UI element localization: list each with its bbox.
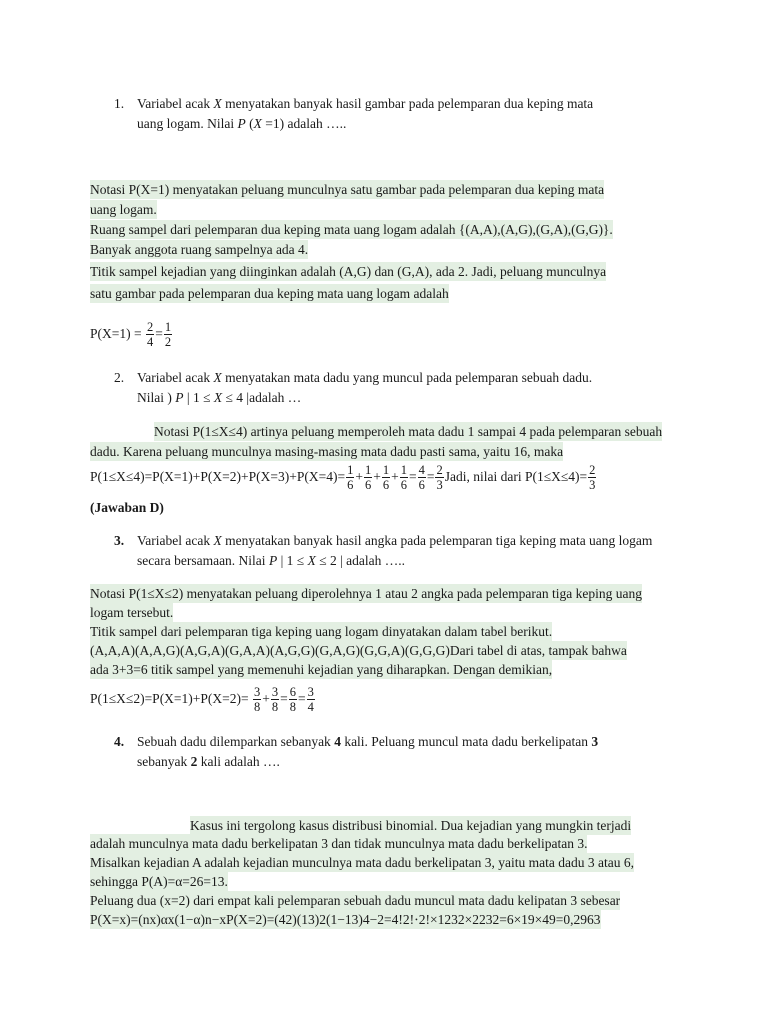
text-segment: menyatakan banyak hasil angka pada pelemparan tiga keping mata uang logam: [221, 533, 653, 548]
fraction: [400, 463, 408, 492]
answer-2-line-2: dadu. Karena peluang munculnya masing-masing mata dadu pasti sama, yaitu 16, maka: [90, 444, 564, 459]
text-segment: =1) adalah …..: [261, 116, 347, 131]
text-segment: kali. Peluang muncul mata dadu berkelipatan: [340, 734, 592, 749]
numerator: 1: [164, 320, 172, 335]
answer-4-line-1: Kasus ini tergolong kasus distribusi binomial. Dua kejadian yang mungkin terjadi: [190, 818, 632, 833]
text-segment: menyatakan mata dadu yang muncul pada pelemparan sebuah dadu.: [221, 370, 593, 385]
text-segment: ≤ 2 | adalah …..: [315, 553, 406, 568]
text-segment: (: [245, 116, 254, 131]
answer-2-final: (Jawaban D): [90, 500, 164, 515]
answer-1-line-1: Notasi P(X=1) menyatakan peluang munculnya satu gambar pada pelemparan dua keping mata: [90, 182, 605, 197]
text-segment: menyatakan banyak hasil gambar pada pelemparan dua keping mata: [221, 96, 594, 111]
text-segment: X: [307, 553, 316, 568]
answer-4-line-6: P(X=x)=(nx)αx(1−α)n−xP(X=2)=(42)(13)2(1−13)4−2=4!2!⋅2!×1232×2232=6×19×49=0,2963: [90, 912, 601, 927]
numerator: 6: [289, 685, 297, 700]
denominator: 3: [436, 478, 443, 493]
text-segment: 4: [334, 734, 341, 749]
answer-3-line-3: Titik sampel dari pelemparan tiga keping uang logam dinyatakan dalam tabel berikut.: [90, 624, 553, 639]
denominator: 4: [146, 335, 154, 350]
answer-3-line-5: ada 3+3=6 titik sampel yang memenuhi kejadian yang diharapkan. Dengan demikian,: [90, 662, 553, 677]
denominator: 6: [400, 478, 407, 493]
denominator: 8: [271, 700, 279, 715]
question-2-line-1: [137, 368, 592, 387]
text-segment: X: [213, 370, 222, 385]
fraction: [146, 320, 154, 349]
answer-1-formula: [90, 317, 173, 351]
question-4-number: 4.: [114, 734, 125, 749]
text-segment: +: [355, 469, 363, 484]
fraction: [346, 463, 354, 492]
text-segment: 3: [591, 734, 599, 749]
answer-3-formula: [90, 682, 316, 716]
numerator: 3: [254, 685, 261, 700]
denominator: 8: [289, 700, 297, 715]
answer-4-line-2: adalah munculnya mata dadu berkelipatan 3 dan tidak munculnya mata dadu berkelipatan 3.: [90, 836, 588, 851]
numerator: 3: [271, 685, 279, 700]
denominator: 3: [589, 478, 596, 493]
answer-4-line-3: Misalkan kejadian A adalah kejadian munculnya mata dadu berkelipatan 3, yaitu mata dadu 3 atau 6,: [90, 855, 634, 870]
answer-1-line-4: Banyak anggota ruang sampelnya ada 4.: [90, 242, 309, 257]
text-segment: uang logam. Nilai: [137, 116, 238, 131]
answer-2-formula: [90, 460, 597, 494]
text-segment: P: [237, 116, 246, 131]
text-segment: sebanyak: [137, 754, 191, 769]
text-segment: P: [175, 390, 184, 405]
text-segment: | 1 ≤: [183, 390, 214, 405]
fraction: [289, 685, 297, 714]
text-segment: =: [426, 469, 435, 484]
text-segment: Variabel acak: [137, 370, 214, 385]
numerator: 1: [364, 463, 372, 478]
answer-1-line-3: Ruang sampel dari pelemparan dua keping mata uang logam adalah {(A,A),(A,G),(G,A),(G,G)}.: [90, 222, 613, 237]
numerator: 2: [146, 320, 154, 335]
question-4-line-1: [137, 732, 598, 751]
answer-2-line-1: Notasi P(1≤X≤4) artinya peluang memperoleh mata dadu 1 sampai 4 pada pelemparan sebuah: [154, 424, 663, 439]
text-segment: Variabel acak: [137, 533, 214, 548]
text-segment: =: [408, 469, 417, 484]
fraction: [435, 463, 443, 492]
answer-1-line-6: satu gambar pada pelemparan dua keping mata uang logam adalah: [90, 286, 449, 301]
text-segment: kali adalah ….: [197, 754, 280, 769]
question-3-line-1: [137, 531, 652, 550]
question-1-line-2: [137, 114, 346, 133]
answer-3-line-1: Notasi P(1≤X≤2) menyatakan peluang diperolehnya 1 atau 2 angka pada pelemparan tiga keping uang: [90, 586, 643, 601]
answer-4-line-4: sehingga P(A)=α=26=13.: [90, 874, 228, 889]
fraction: [364, 463, 372, 492]
fraction: [418, 463, 426, 492]
question-4-line-2: [137, 752, 280, 771]
text-segment: =: [298, 691, 306, 706]
denominator: 6: [382, 478, 390, 493]
numerator: 3: [307, 685, 314, 700]
text-segment: X: [213, 96, 222, 111]
fraction: [253, 685, 261, 714]
question-3-line-2: [137, 551, 405, 570]
denominator: 6: [364, 478, 372, 493]
answer-1-line-5: Titik sampel kejadian yang diinginkan adalah (A,G) dan (G,A), ada 2. Jadi, peluang munculnya: [90, 264, 607, 279]
text-segment: +: [391, 469, 399, 484]
text-segment: X: [213, 390, 223, 405]
denominator: 8: [254, 700, 261, 715]
denominator: 4: [307, 700, 314, 715]
question-2-number: 2.: [114, 370, 125, 385]
fraction: [271, 685, 279, 714]
text-segment: =: [155, 326, 163, 341]
numerator: 2: [436, 463, 443, 478]
denominator: 6: [418, 478, 425, 493]
text-segment: +: [262, 691, 270, 706]
text-segment: X: [253, 116, 262, 131]
fraction: [588, 463, 596, 492]
text-segment: secara bersamaan. Nilai: [137, 553, 269, 568]
text-segment: P: [268, 553, 278, 568]
text-segment: | 1 ≤: [277, 553, 308, 568]
answer-4-line-5: Peluang dua (x=2) dari empat kali pelemparan sebuah dadu muncul mata dadu kelipatan 3 sebesar: [90, 893, 621, 908]
text-segment: P(1≤X≤2)=P(X=1)+P(X=2)=: [90, 691, 253, 706]
text-segment: P(X=1) =: [90, 326, 145, 341]
fraction: [382, 463, 390, 492]
text-segment: Sebuah dadu dilemparkan sebanyak: [137, 734, 335, 749]
text-segment: =: [280, 691, 288, 706]
numerator: 2: [589, 463, 596, 478]
text-segment: Variabel acak: [137, 96, 214, 111]
text-segment: +: [373, 469, 381, 484]
text-segment: Nilai ): [137, 390, 176, 405]
answer-3-line-2: logam tersebut.: [90, 605, 174, 620]
numerator: 1: [400, 463, 407, 478]
answer-3-line-4: (A,A,A)(A,A,G)(A,G,A)(G,A,A)(A,G,G)(G,A,G)(G,G,A)(G,G,G)Dari tabel di atas, tampak bahwa: [90, 643, 627, 658]
question-2-line-2: [137, 388, 301, 407]
fraction: [164, 320, 172, 349]
text-segment: ≤ 4 |adalah …: [222, 390, 302, 405]
text-segment: 2: [190, 754, 198, 769]
denominator: 2: [164, 335, 172, 350]
question-1-line-1: [137, 94, 593, 113]
question-1-number: 1.: [114, 96, 125, 111]
answer-1-line-2: uang logam.: [90, 202, 157, 217]
text-segment: P(1≤X≤4)=P(X=1)+P(X=2)+P(X=3)+P(X=4)=: [90, 469, 346, 484]
numerator: 4: [418, 463, 425, 478]
text-segment: X: [213, 533, 222, 548]
fraction: [307, 685, 315, 714]
numerator: 1: [382, 463, 390, 478]
question-3-number: 3.: [114, 533, 125, 548]
denominator: 6: [347, 478, 354, 493]
text-segment: Jadi, nilai dari P(1≤X≤4)=: [444, 469, 588, 484]
numerator: 1: [347, 463, 354, 478]
